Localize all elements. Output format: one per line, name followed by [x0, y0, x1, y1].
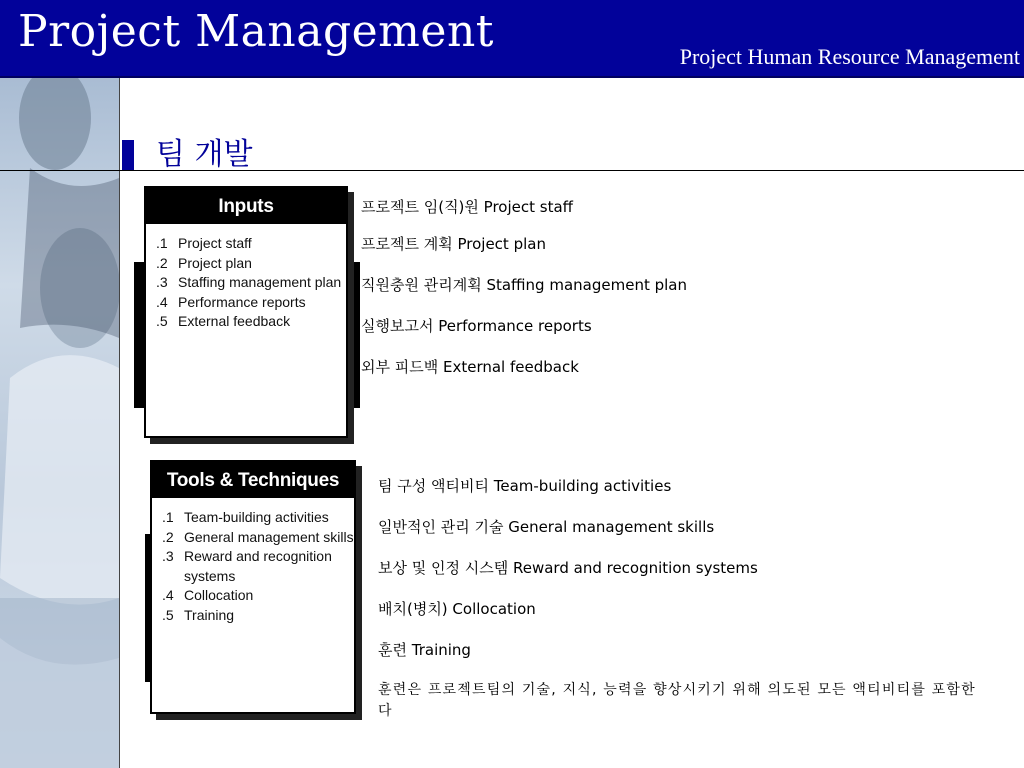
inputs-list-item — [156, 312, 346, 332]
inputs-box-right-bar — [348, 262, 360, 408]
input-label: 프로젝트 계획 Project plan — [361, 235, 546, 253]
item-number: .5 — [156, 313, 168, 329]
tools-list-item — [162, 508, 354, 528]
item-text: Training — [184, 606, 235, 623]
tools-box-frame — [150, 460, 356, 714]
item-text: External feedback — [178, 313, 291, 329]
tools-list-item — [162, 606, 354, 626]
input-label: 직원충원 관리계획 Staffing management plan — [361, 276, 687, 294]
tools-box — [145, 460, 365, 722]
tool-label: 일반적인 관리 기술 General management skills — [378, 518, 715, 536]
item-number: .3 — [162, 548, 174, 564]
inputs-list-item — [156, 293, 346, 313]
tool-label: 팀 구성 액티비티 Team-building activities — [378, 477, 672, 495]
item-number: .5 — [162, 606, 174, 623]
item-text: Team-building activities — [184, 509, 329, 525]
item-number: .4 — [162, 587, 174, 603]
inputs-list-item — [156, 273, 346, 293]
item-text: Collocation — [184, 587, 254, 603]
item-text: General management skills — [184, 528, 354, 545]
tool-label: 배치(병치) Collocation — [378, 600, 536, 618]
tools-list — [152, 508, 354, 625]
subtitle: Project Human Resource Management — [679, 44, 1020, 69]
item-text: Project plan — [178, 254, 252, 271]
item-text: Performance reports — [178, 293, 306, 310]
tools-list-item — [162, 547, 354, 586]
item-number: .4 — [156, 293, 168, 310]
item-number: .2 — [156, 254, 168, 271]
tools-list-item — [162, 586, 354, 606]
section-heading: 팀 개발 — [156, 137, 253, 172]
item-number: .3 — [156, 274, 168, 290]
inputs-box-frame — [144, 186, 348, 438]
item-number: .2 — [162, 528, 174, 545]
inputs-box — [134, 186, 362, 444]
inputs-list-item — [156, 234, 346, 254]
item-text: Reward and recognition systems — [184, 548, 332, 584]
business-people-photo — [0, 78, 120, 768]
input-label: 외부 피드백 External feedback — [361, 358, 579, 376]
inputs-box-title: Inputs — [146, 188, 346, 224]
inputs-list — [146, 234, 346, 332]
training-description: 훈련은 프로젝트팀의 기술, 지식, 능력을 향상시키기 위해 의도된 모든 액티비티를 포함한다 — [378, 682, 976, 719]
tool-label: 보상 및 인정 시스템 Reward and recognition systems — [378, 559, 758, 577]
divider-line — [0, 170, 1024, 171]
item-number: .1 — [156, 235, 168, 251]
item-text: Staffing management plan — [178, 274, 342, 290]
section-marker — [122, 140, 134, 170]
input-label: 실행보고서 Performance reports — [361, 317, 592, 335]
inputs-list-item — [156, 254, 346, 274]
tools-box-title: Tools & Techniques — [152, 462, 354, 498]
main-title: Project Management — [18, 6, 494, 57]
input-label: 프로젝트 임(직)원 Project staff — [361, 198, 573, 216]
item-text: Project staff — [178, 235, 252, 251]
item-number: .1 — [162, 509, 174, 525]
tool-label: 훈련 Training — [378, 641, 471, 659]
tools-list-item — [162, 528, 354, 548]
header-bar — [0, 0, 1024, 78]
